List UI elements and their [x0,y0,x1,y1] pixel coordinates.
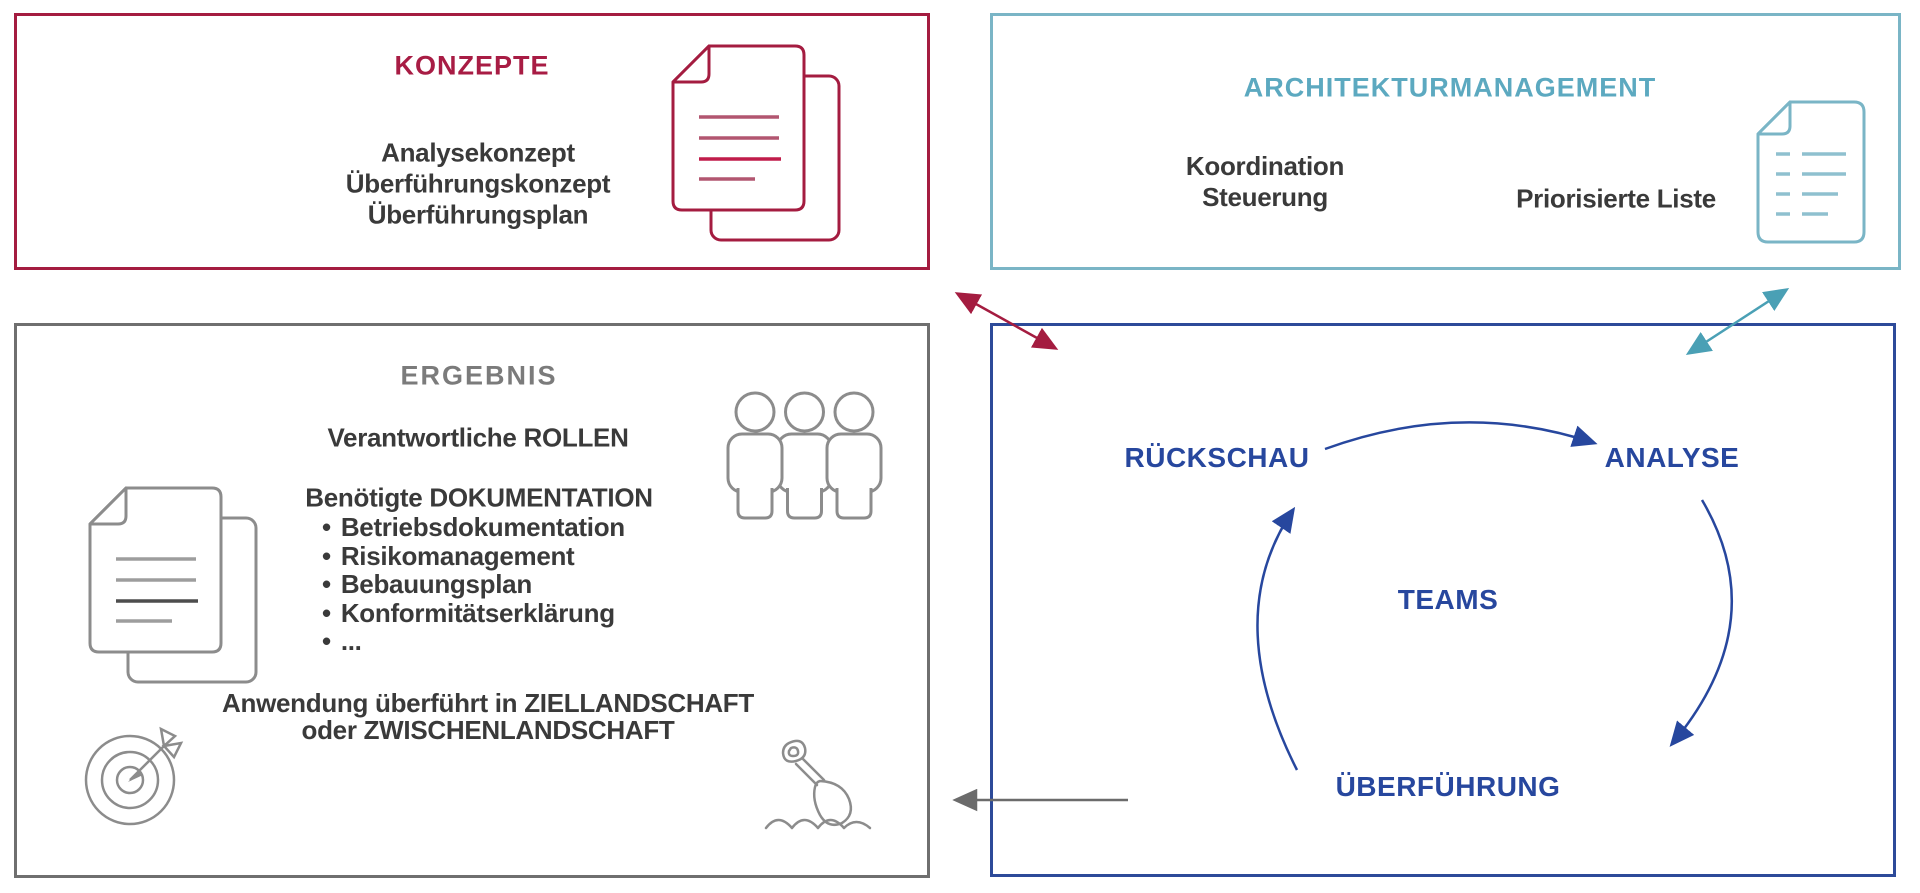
cycle-step-analyse: ANALYSE [1604,442,1740,473]
result-line: Anwendung überführt in ZIELLANDSCHAFT [222,688,754,718]
architekturmanagement-left-items [1186,151,1344,213]
prioritized-list-label: Priorisierte Liste [1516,183,1716,214]
list-item: • ... [322,626,362,656]
documentation-list [322,513,625,656]
list-item: • Bebauungsplan [322,569,532,599]
cycle-step-ueberfuehrung: ÜBERFÜHRUNG [1335,771,1561,802]
konzepte-items [346,138,610,231]
architekturmanagement-title: ARCHITEKTURMANAGEMENT [1243,72,1657,103]
result-text [222,690,754,744]
list-item: • Konformitätserklärung [322,597,615,628]
konzepte-item: Überführungskonzept [345,168,611,199]
result-line: oder ZWISCHENLANDSCHAFT [301,715,675,745]
list-item: • Betriebsdokumentation [322,512,625,542]
coordination-label: Koordination [1185,151,1345,181]
ergebnis-title: ERGEBNIS [400,360,558,391]
architekturmanagement-box [990,13,1901,270]
documentation-heading: Benötigte DOKUMENTATION [305,482,653,513]
steering-label: Steuerung [1202,182,1328,212]
konzepte-item: Überführungsplan [367,199,589,230]
cycle-step-rueckschau: RÜCKSCHAU [1124,442,1310,473]
roles-label: Verantwortliche ROLLEN [327,422,629,453]
list-item: • Risikomanagement [322,540,575,571]
konzepte-item: Analysekonzept [381,137,575,168]
cycle-center-teams: TEAMS [1397,584,1499,615]
konzepte-title: KONZEPTE [394,50,550,81]
